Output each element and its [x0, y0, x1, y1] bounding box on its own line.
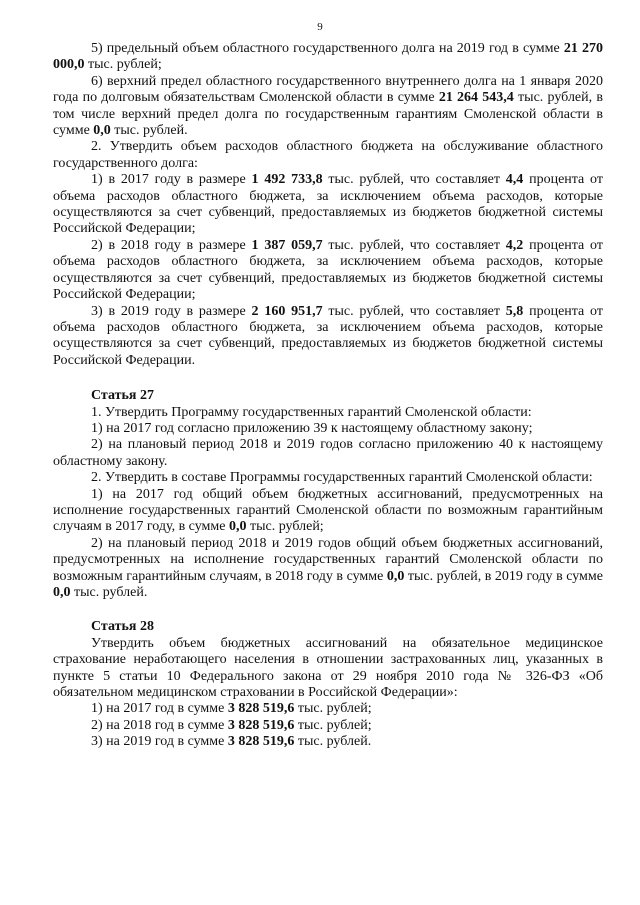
bold-amount: 0,0	[386, 568, 405, 584]
bold-amount: 0,0	[53, 585, 71, 600]
paragraph: 2) на плановый период 2018 и 2019 годов общий объем бюджетных ассигнований, предусмотренных на исполнение государственных гарантий Смоленской области по возможным гарантийным случаям, в 2018 году в сумме 0,0 тыс. рублей, в 2019 году в сумме 0,0 тыс. рублей.	[53, 535, 603, 600]
article-28-heading: Статья 28	[91, 619, 154, 635]
paragraph: Утвердить объем бюджетных ассигнований на обязательное медицинское страхование неработающего населения в отношении застрахованных лиц, указанных в пункте 5 статьи 10 Федерального закона от 29 ноября 2010 года № 326-ФЗ «Об обязательном медицинском страховании в Российской Федерации»:	[53, 635, 603, 701]
paragraph: 1. Утвердить Программу государственных гарантий Смоленской области:	[91, 404, 532, 420]
bold-amount: 21 270 000,0	[53, 41, 604, 73]
page-content	[53, 41, 603, 751]
page-number: 9	[317, 21, 323, 33]
bold-amount: 1 387 059,7	[251, 237, 323, 253]
bold-amount: 1 492 733,8	[251, 172, 323, 188]
bold-amount: 2 160 951,7	[251, 303, 323, 319]
bold-amount: 21 264 543,4	[438, 90, 514, 106]
section-debt-limits	[53, 41, 603, 369]
paragraph: 5) предельный объем областного государственного долга на 2019 год в сумме 21 270 000,0 тыс. рублей;	[53, 41, 604, 73]
bold-amount: 5,8	[505, 303, 524, 319]
bold-amount: 3 828 519,6	[227, 734, 295, 750]
paragraph: 2. Утвердить объем расходов областного бюджета на обслуживание областного государственного долга:	[53, 139, 603, 171]
paragraph: 1) в 2017 году в размере 1 492 733,8 тыс. рублей, что составляет 4,4 процента от объема расходов областного бюджета, за исключением объема расходов, которые осуществляются за счет субвенций, предоставляемых из бюджетов бюджетной системы Российской Федерации;	[53, 172, 603, 237]
paragraph: 1) на 2017 год общий объем бюджетных ассигнований, предусмотренных на исполнение государственных гарантий Смоленской области по возможным гарантийным случаям в 2017 году, в сумме 0,0 тыс. рублей;	[53, 486, 603, 535]
paragraph: 2) на плановый период 2018 и 2019 годов согласно приложению 40 к настоящему областному закону.	[53, 437, 603, 469]
paragraph: 2) на 2018 год в сумме 3 828 519,6 тыс. рублей;	[91, 717, 372, 733]
paragraph: 1) на 2017 год согласно приложению 39 к настоящему областному закону;	[91, 420, 533, 436]
paragraph: 2. Утвердить в составе Программы государственных гарантий Смоленской области:	[91, 470, 593, 486]
bold-amount: 4,4	[505, 172, 524, 188]
bold-amount: 0,0	[93, 123, 111, 139]
bold-amount: 0,0	[228, 519, 247, 535]
paragraph: 1) на 2017 год в сумме 3 828 519,6 тыс. рублей;	[91, 701, 372, 717]
paragraph: 2) в 2018 году в размере 1 387 059,7 тыс. рублей, что составляет 4,2 процента от объема расходов областного бюджета, за исключением объема расходов, которые осуществляются за счет субвенций, предоставляемых из бюджетов бюджетной системы Российской Федерации;	[53, 237, 603, 303]
paragraph: 3) на 2019 год в сумме 3 828 519,6 тыс. рублей.	[91, 734, 372, 750]
paragraph: 6) верхний предел областного государственного внутреннего долга на 1 января 2020 года по долговым обязательствам Смоленской области в сумме 21 264 543,4 тыс. рублей, в том числе верхний предел долга по государственным гарантиям Смоленской области в сумме 0,0 тыс. рублей.	[53, 73, 603, 139]
bold-amount: 3 828 519,6	[227, 717, 295, 733]
bold-amount: 3 828 519,6	[227, 701, 295, 717]
bold-amount: 4,2	[505, 237, 524, 253]
paragraph: 3) в 2019 году в размере 2 160 951,7 тыс. рублей, что составляет 5,8 процента от объема расходов областного бюджета, за исключением объема расходов, которые осуществляются за счет субвенций, предоставляемых из бюджетов бюджетной системы Российской Федерации.	[53, 303, 603, 368]
article-27-heading: Статья 27	[91, 388, 154, 404]
article-27-body	[53, 405, 603, 602]
article-28-body	[53, 636, 603, 751]
